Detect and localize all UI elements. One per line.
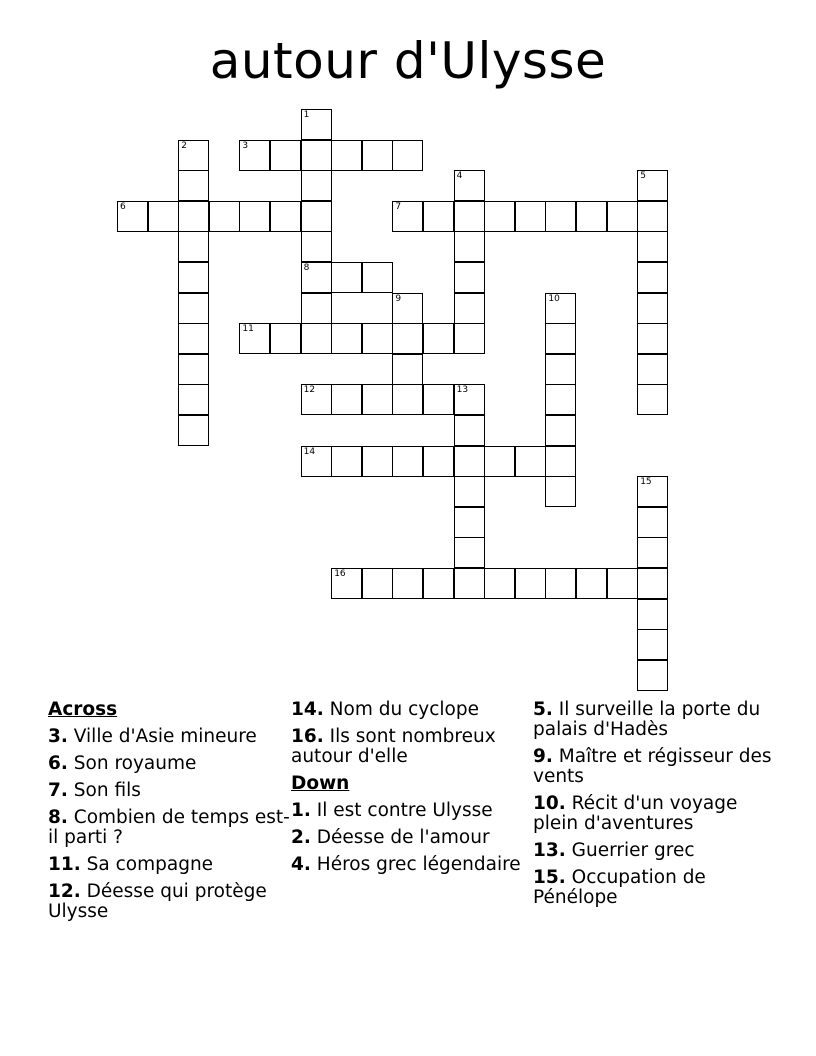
clue-number: 4 [456, 171, 463, 182]
grid-cell[interactable] [423, 201, 454, 232]
clue-item [533, 794, 778, 834]
clue-number-label: 9. [533, 746, 553, 767]
grid-cell[interactable] [607, 201, 638, 232]
grid-cell[interactable] [178, 201, 209, 232]
grid-cell[interactable] [392, 293, 423, 324]
clue-text: Ville d'Asie mineure [67, 726, 257, 747]
grid-cell[interactable] [301, 262, 332, 293]
clue-number: 16 [334, 569, 346, 579]
grid-cell[interactable] [331, 140, 362, 171]
clue-item [291, 828, 536, 848]
clue-item [291, 727, 536, 767]
grid-cell[interactable] [545, 323, 576, 354]
grid-cell[interactable] [178, 140, 209, 171]
grid-cell[interactable] [301, 293, 332, 324]
grid-cell[interactable] [454, 170, 485, 201]
grid-cell[interactable] [362, 323, 393, 354]
grid-cell[interactable] [423, 568, 454, 599]
clue-text: Occupation de Pénélope [533, 867, 706, 908]
clue-text: Son fils [67, 780, 141, 801]
grid-cell[interactable] [637, 384, 668, 415]
grid-cell[interactable] [515, 446, 546, 477]
clue-number-label: 13. [533, 840, 566, 861]
clue-item [48, 727, 293, 747]
clue-text: Déesse de l'amour [310, 827, 490, 848]
grid-cell[interactable] [545, 568, 576, 599]
grid-cell[interactable] [392, 354, 423, 385]
grid-cell[interactable] [454, 323, 485, 354]
grid-cell[interactable] [637, 476, 668, 507]
page-title: autour d'Ulysse [209, 32, 607, 90]
clue-item [291, 801, 536, 821]
grid-cell[interactable] [178, 262, 209, 293]
clue-number-label: 11. [48, 854, 81, 875]
grid-cell[interactable] [301, 231, 332, 262]
clue-text: Guerrier grec [565, 840, 695, 861]
clue-item [48, 781, 293, 801]
clue-number: 13 [456, 385, 469, 396]
grid-cell[interactable] [454, 384, 485, 415]
clue-number: 14 [303, 446, 316, 457]
grid-cell[interactable] [392, 384, 423, 415]
grid-cell[interactable] [545, 384, 576, 415]
grid-cell[interactable] [454, 293, 485, 324]
grid-cell[interactable] [178, 231, 209, 262]
clue-number: 11 [242, 324, 254, 335]
grid-cell[interactable] [545, 446, 576, 477]
grid-cell[interactable] [637, 660, 668, 691]
clue-number-label: 14. [291, 699, 324, 720]
grid-cell[interactable] [637, 537, 668, 568]
clue-text: Il surveille la porte du palais d'Hadès [533, 699, 761, 740]
grid-cell[interactable] [362, 262, 393, 293]
clue-item [533, 868, 778, 908]
grid-cell[interactable] [301, 170, 332, 201]
grid-cell[interactable] [392, 140, 423, 171]
clue-text: Nom du cyclope [323, 699, 479, 720]
grid-cell[interactable] [239, 201, 270, 232]
clue-number: 15 [640, 477, 652, 488]
grid-cell[interactable] [637, 323, 668, 354]
clue-number-label: 1. [291, 800, 311, 821]
grid-cell[interactable] [637, 170, 668, 201]
grid-cell[interactable] [270, 140, 301, 171]
grid-cell[interactable] [178, 415, 209, 446]
grid-cell[interactable] [545, 354, 576, 385]
clue-item [291, 855, 536, 875]
clue-item [533, 700, 778, 740]
clue-item [533, 747, 778, 787]
clue-number: 12 [303, 385, 316, 396]
grid-cell[interactable] [301, 323, 332, 354]
clue-number: 10 [548, 293, 560, 304]
clue-item [48, 882, 293, 922]
clue-text: Il est contre Ulysse [310, 800, 493, 821]
clues-column-2 [291, 700, 536, 882]
clue-number: 8 [303, 263, 310, 273]
grid-cell[interactable] [484, 446, 515, 477]
grid-cell[interactable] [454, 537, 485, 568]
clues-column-1 [48, 700, 293, 929]
grid-cell[interactable] [301, 109, 332, 140]
across-heading: Across [48, 699, 118, 720]
grid-cell[interactable] [637, 262, 668, 293]
grid-cell[interactable] [515, 201, 546, 232]
clue-text: Héros grec légendaire [310, 854, 521, 875]
grid-cell[interactable] [454, 446, 485, 477]
clue-number: 5 [640, 171, 646, 182]
grid-cell[interactable] [178, 323, 209, 354]
clue-text: Maître et régisseur des vents [533, 746, 772, 787]
clue-number-label: 6. [48, 753, 68, 774]
grid-cell[interactable] [301, 446, 332, 477]
clue-item [48, 855, 293, 875]
grid-cell[interactable] [454, 201, 485, 232]
grid-cell[interactable] [178, 354, 209, 385]
grid-cell[interactable] [545, 476, 576, 507]
clue-number: 9 [395, 293, 402, 304]
clue-number-label: 5. [533, 699, 553, 720]
grid-cell[interactable] [545, 201, 576, 232]
grid-cell[interactable] [392, 201, 423, 232]
grid-cell[interactable] [515, 568, 546, 599]
clue-item [48, 808, 293, 848]
grid-cell[interactable] [454, 476, 485, 507]
grid-cell[interactable] [301, 384, 332, 415]
clue-number: 3 [242, 140, 249, 151]
grid-cell[interactable] [239, 323, 270, 354]
down-heading: Down [291, 773, 350, 794]
grid-cell[interactable] [178, 384, 209, 415]
grid-cell[interactable] [392, 323, 423, 354]
grid-cell[interactable] [331, 323, 362, 354]
clue-number-label: 15. [533, 867, 566, 888]
clue-number-label: 2. [291, 827, 311, 848]
clue-number: 2 [181, 140, 187, 151]
grid-cell[interactable] [270, 323, 301, 354]
grid-cell[interactable] [392, 446, 423, 477]
grid-cell[interactable] [637, 568, 668, 599]
grid-cell[interactable] [362, 140, 393, 171]
clue-item [533, 841, 778, 861]
clue-number-label: 16. [291, 726, 324, 747]
grid-cell[interactable] [576, 201, 607, 232]
grid-cell[interactable] [301, 140, 332, 171]
grid-cell[interactable] [637, 507, 668, 538]
grid-cell[interactable] [331, 568, 362, 599]
grid-cell[interactable] [484, 568, 515, 599]
clue-item [291, 700, 536, 720]
clue-text: Récit d'un voyage plein d'aventures [533, 793, 738, 834]
grid-cell[interactable] [484, 201, 515, 232]
clue-number-label: 3. [48, 726, 68, 747]
clue-text: Déesse qui protège Ulysse [48, 881, 267, 922]
grid-cell[interactable] [209, 201, 240, 232]
clue-text: Ils sont nombreux autour d'elle [291, 726, 496, 767]
grid-cell[interactable] [607, 568, 638, 599]
clue-number-label: 4. [291, 854, 311, 875]
clue-number: 1 [303, 110, 310, 120]
clue-text: Combien de temps est-il parti ? [48, 807, 290, 848]
grid-cell[interactable] [239, 140, 270, 171]
clue-item [48, 754, 293, 774]
grid-cell[interactable] [637, 293, 668, 324]
clue-number: 6 [120, 201, 126, 212]
grid-cell[interactable] [178, 170, 209, 201]
clue-number-label: 12. [48, 881, 81, 902]
clue-number-label: 10. [533, 793, 566, 814]
grid-cell[interactable] [454, 568, 485, 599]
grid-cell[interactable] [454, 415, 485, 446]
grid-cell[interactable] [331, 262, 362, 293]
grid-cell[interactable] [362, 384, 393, 415]
grid-cell[interactable] [178, 293, 209, 324]
grid-cell[interactable] [454, 262, 485, 293]
clue-number: 7 [395, 201, 402, 212]
grid-cell[interactable] [362, 446, 393, 477]
grid-cell[interactable] [148, 201, 179, 232]
clue-text: Son royaume [67, 753, 197, 774]
clue-number-label: 8. [48, 807, 68, 828]
grid-cell[interactable] [637, 354, 668, 385]
grid-cell[interactable] [454, 507, 485, 538]
grid-cell[interactable] [117, 201, 148, 232]
grid-cell[interactable] [637, 201, 668, 232]
grid-cell[interactable] [637, 629, 668, 660]
clue-text: Sa compagne [80, 854, 214, 875]
clues-column-3 [533, 700, 778, 915]
grid-cell[interactable] [423, 446, 454, 477]
grid-cell[interactable] [423, 384, 454, 415]
clue-number-label: 7. [48, 780, 68, 801]
grid-cell[interactable] [637, 231, 668, 262]
grid-cell[interactable] [545, 415, 576, 446]
grid-cell[interactable] [545, 293, 576, 324]
grid-cell[interactable] [270, 201, 301, 232]
grid-cell[interactable] [392, 568, 423, 599]
grid-cell[interactable] [301, 201, 332, 232]
grid-cell[interactable] [331, 384, 362, 415]
grid-cell[interactable] [331, 446, 362, 477]
grid-cell[interactable] [637, 599, 668, 630]
grid-cell[interactable] [362, 568, 393, 599]
grid-cell[interactable] [576, 568, 607, 599]
grid-cell[interactable] [454, 231, 485, 262]
grid-cell[interactable] [423, 323, 454, 354]
